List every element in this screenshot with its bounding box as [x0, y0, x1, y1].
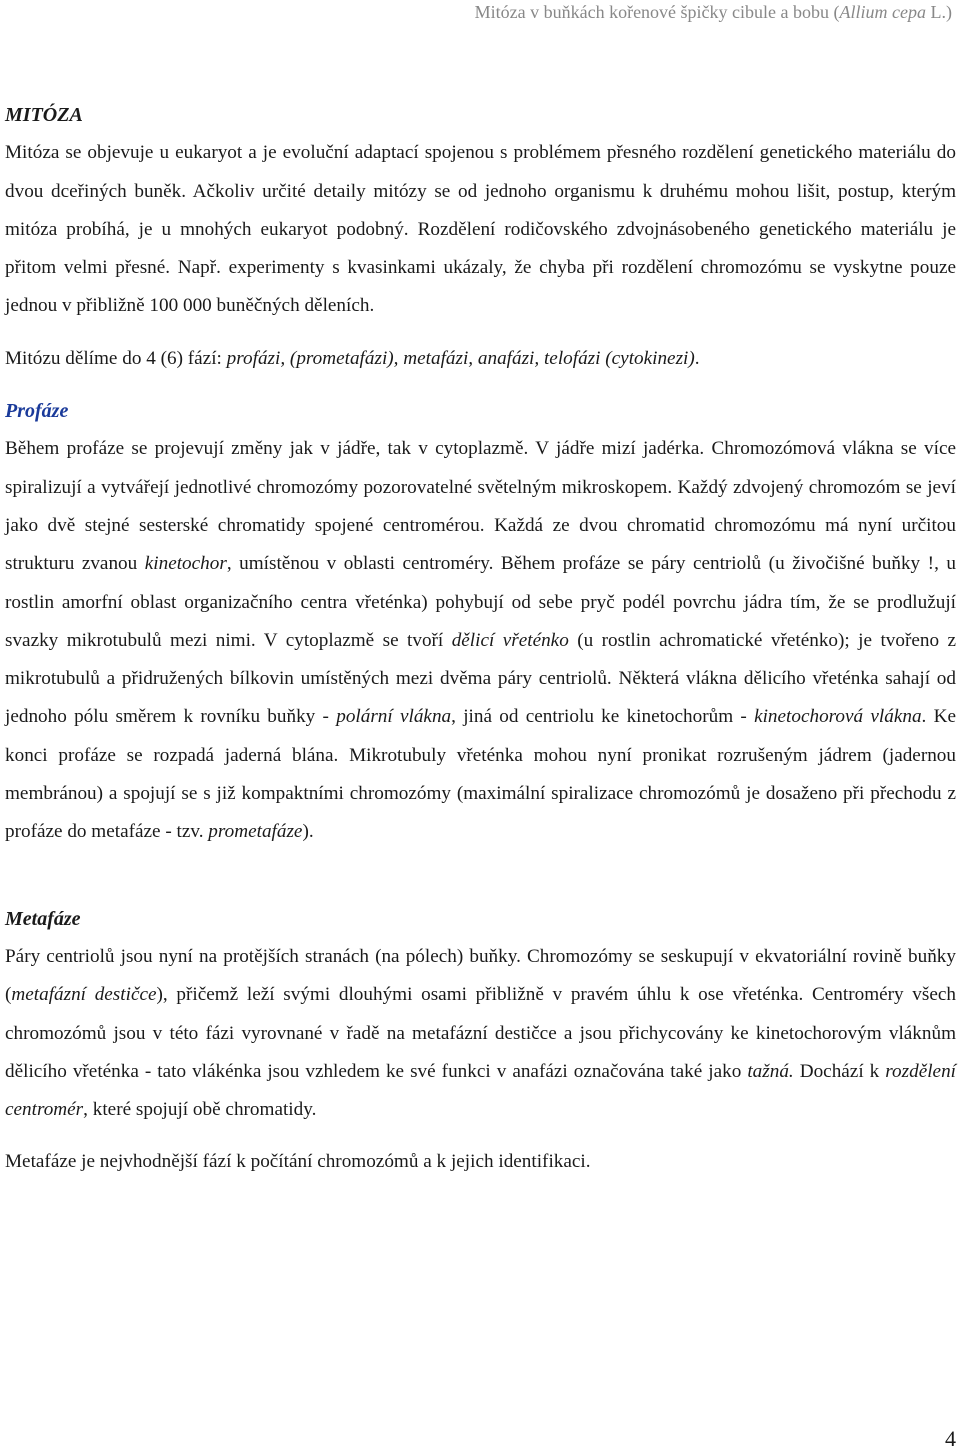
text-run: Během profáze se projevují změny jak v jádře, tak v cytoplazmě. V jádře mizí jadérka. Chromozómová vlákna se více spiralizují a vytvářejí jednotlivé chromozómy pozorovatelné světelným mikroskopem. Každý zdvojený chromozóm se jeví jako dvě stejné sesterské chromatidy spojené centromérou. Každá ze dvou chromatid chromozómu má nyní určitou strukturu zvanou — [5, 438, 956, 575]
term-kinetochorova-vlakna: kinetochorová vlákna — [754, 706, 922, 728]
term-metafazni-desticka: metafázní destičce — [11, 984, 157, 1006]
text-run: , umístěnou v oblasti centroméry. Během profáze se páry centriolů (u živočišné buňky !, u rostlin amorfní oblast organizačního centra vřeténka) pohybují od sebe pryč podél povrchu jádra tím, že se prodlužují svazky mikrotubulů mezi nimi. V cytoplazmě se tvoří — [5, 553, 956, 651]
text-run: Dochází k — [793, 1060, 886, 1082]
term-tazna: tažná. — [747, 1060, 794, 1082]
text-run: ), přičemž leží svými dlouhými osami přibližně v pravém úhlu k ose vřeténka. Centroméry všech chromozómů jsou v této fázi vyrovnané v řadě na metafázní destičce a jsou přichycovány ke kinetochorovým vláknům dělicího vřeténka - tato vlákénka jsou vzhledem ke své funkci v anafázi označována také jako — [5, 984, 956, 1082]
running-header-prefix: Mitóza v buňkách kořenové špičky cibule a bobu ( — [474, 2, 840, 22]
paragraph-spacer — [5, 326, 956, 340]
term-kinetochor: kinetochor — [144, 553, 227, 575]
text-run: ). — [302, 821, 314, 843]
text-run: (u rostlin achromatické vřeténko); je tvořeno z mikrotubulů a přidružených bílkovin umístěných mezi dvěma páry centriolů. Některá vlákna dělicího vřeténka sahají od jednoho pólu směrem k rovníku buňky - — [5, 629, 957, 728]
phases-prefix: Mitózu dělíme do 4 (6) fází: — [5, 347, 227, 369]
paragraph-profaze — [5, 430, 956, 851]
page-number: 4 — [945, 1426, 956, 1451]
running-header-suffix: L.) — [926, 2, 952, 22]
term-polarni-vlakna: polární vlákna — [336, 706, 452, 728]
section-title-mitoza: MITÓZA — [5, 104, 83, 126]
text-run: , které spojují obě chromatidy. — [83, 1099, 317, 1121]
paragraph-metafaze — [5, 938, 956, 1129]
running-header-latin-name: Allium cepa — [839, 2, 926, 22]
term-prometafaze: prometafáze — [208, 821, 303, 843]
term-rozdeleni-centromer: rozdělení centromér — [5, 1060, 956, 1121]
phases-suffix: . — [694, 347, 700, 369]
text-run: Páry centriolů jsou nyní na protějších stranách (na pólech) buňky. Chromozómy se seskupují v ekvatoriální rovině buňky ( — [5, 945, 956, 1006]
term-delici-vretenko: dělicí vřeténko — [451, 629, 569, 651]
section-spacer — [5, 852, 956, 900]
running-header — [475, 2, 952, 23]
paragraph-spacer — [5, 378, 956, 392]
paragraph-mitoza-intro: Mitóza se objevuje u eukaryot a je evoluční adaptací spojenou s problémem přesného rozdělení genetického materiálu do dvou dceřiných buněk. Ačkoliv určité detaily mitózy se od jednoho organismu k druhému mohou lišit, postup, kterým mitóza probíhá, je u mnohých eukaryot podobný. Rozdělení rodičovského zdvojnásobeného genetického materiálu je přitom velmi přesné. Např. experimenty s kvasinkami ukázaly, že chyba při rozdělení chromozómu se vyskytne pouze jednou v přibližně 100 000 buněčných děleních. — [5, 142, 956, 317]
paragraph-mitoza-phases — [5, 340, 956, 378]
document-body — [5, 96, 956, 1182]
section-title-metafaze: Metafáze — [5, 907, 81, 930]
phases-list: profázi, (prometafázi), metafázi, anafázi, telofázi (cytokinezi) — [226, 347, 695, 369]
section-title-profaze: Profáze — [5, 400, 69, 423]
paragraph-spacer — [5, 1129, 956, 1143]
paragraph-metafaze-note: Metafáze je nejvhodnější fází k počítání chromozómů a k jejich identifikaci. — [5, 1151, 591, 1173]
text-run: . Ke konci profáze se rozpadá jaderná blána. Mikrotubuly vřeténka mohou nyní pronikat rozrušeným jádrem (jadernou membránou) a spojují se s již kompaktními chromozómy (maximální spiralizace chromozómů je dosaženo při přechodu z profáze do metafáze - tzv. — [5, 706, 956, 843]
text-run: , jiná od centriolu ke kinetochorům - — [451, 706, 755, 728]
